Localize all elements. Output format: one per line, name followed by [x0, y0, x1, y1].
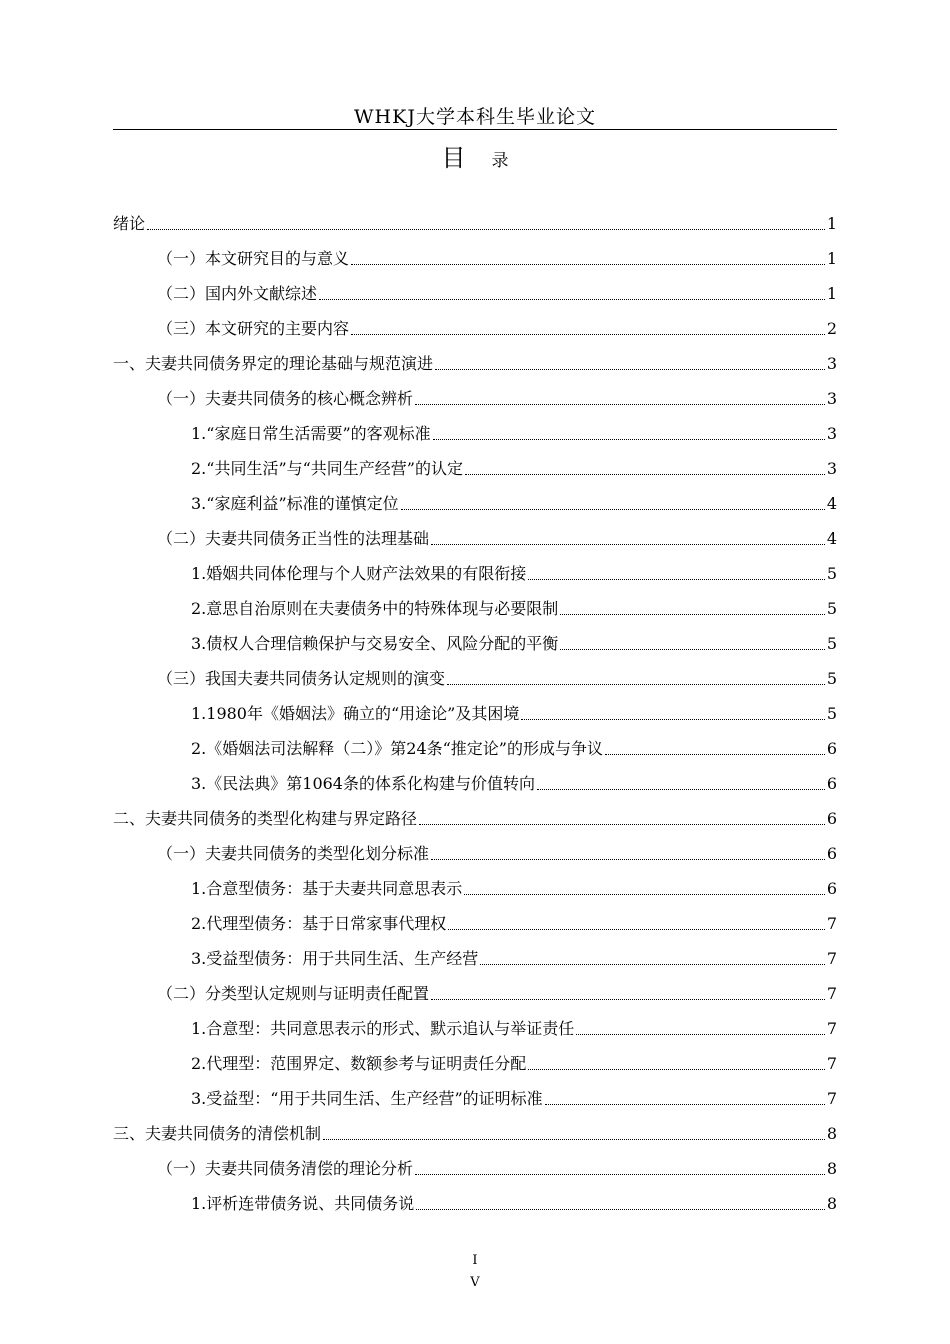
toc-dot-leader: [576, 1034, 825, 1035]
toc-entry-label: 1.合意型债务：基于夫妻共同意思表示: [191, 879, 463, 898]
toc-dot-leader: [465, 474, 825, 475]
toc-entry-page: 2: [826, 319, 837, 338]
toc-entry-label: （三）本文研究的主要内容: [157, 319, 350, 338]
toc-entry-page: 7: [826, 1019, 837, 1038]
toc-dot-leader: [351, 334, 825, 335]
toc-entry-label: 1.1980年《婚姻法》确立的“用途论”及其困境: [191, 704, 520, 723]
toc-dot-leader: [545, 1104, 825, 1105]
toc-entry[interactable]: [113, 589, 837, 624]
toc-entry-page: 3: [826, 424, 837, 443]
toc-entry[interactable]: [113, 1184, 837, 1219]
toc-entry-label: （二）分类型认定规则与证明责任配置: [157, 984, 430, 1003]
header-rule: [113, 129, 837, 130]
toc-entry[interactable]: [113, 484, 837, 519]
toc-entry-label: （一）夫妻共同债务的类型化划分标准: [157, 844, 430, 863]
toc-entry-page: 5: [826, 704, 837, 723]
toc-entry[interactable]: [113, 834, 837, 869]
toc-entry[interactable]: [113, 694, 837, 729]
toc-entry-page: 3: [826, 354, 837, 373]
toc-entry-page: 7: [826, 984, 837, 1003]
toc-entry-page: 3: [826, 389, 837, 408]
toc-entry-page: 6: [826, 739, 837, 758]
toc-entry-label: （二）夫妻共同债务正当性的法理基础: [157, 529, 430, 548]
toc-entry-page: 8: [826, 1159, 837, 1178]
toc-title-sub: 录: [491, 151, 509, 171]
toc-entry-page: 7: [826, 914, 837, 933]
toc-entry[interactable]: [113, 309, 837, 344]
toc-entry[interactable]: [113, 274, 837, 309]
toc-entry[interactable]: [113, 204, 837, 239]
toc-entry[interactable]: [113, 624, 837, 659]
toc-entry-label: 1.“家庭日常生活需要”的客观标准: [191, 424, 431, 443]
toc-dot-leader: [528, 1069, 825, 1070]
table-of-contents: [113, 204, 837, 1219]
toc-entry-page: 7: [826, 949, 837, 968]
toc-entry-label: 3.《民法典》第1064条的体系化构建与价值转向: [191, 774, 535, 793]
toc-title: [0, 142, 950, 177]
toc-entry[interactable]: [113, 799, 837, 834]
toc-entry-page: 5: [826, 564, 837, 583]
toc-entry-page: 5: [826, 669, 837, 688]
toc-entry[interactable]: [113, 1044, 837, 1079]
toc-entry[interactable]: [113, 939, 837, 974]
toc-dot-leader: [431, 999, 825, 1000]
toc-dot-leader: [415, 404, 825, 405]
toc-entry-page: 7: [826, 1054, 837, 1073]
toc-entry-label: 三、夫妻共同债务的清偿机制: [113, 1124, 322, 1143]
toc-entry-label: 1.合意型：共同意思表示的形式、默示追认与举证责任: [191, 1019, 575, 1038]
toc-entry-label: 3.受益型：“用于共同生活、生产经营”的证明标准: [191, 1089, 543, 1108]
toc-entry[interactable]: [113, 1114, 837, 1149]
toc-entry[interactable]: [113, 239, 837, 274]
toc-entry-page: 6: [826, 809, 837, 828]
toc-entry-page: 6: [826, 844, 837, 863]
toc-entry-page: 4: [826, 494, 837, 513]
toc-title-main: 目: [441, 144, 466, 172]
toc-dot-leader: [560, 614, 825, 615]
toc-dot-leader: [433, 439, 825, 440]
toc-entry[interactable]: [113, 554, 837, 589]
toc-entry[interactable]: [113, 659, 837, 694]
toc-dot-leader: [605, 754, 825, 755]
toc-dot-leader: [416, 1209, 825, 1210]
toc-entry-label: 一、夫妻共同债务界定的理论基础与规范演进: [113, 354, 434, 373]
toc-entry[interactable]: [113, 1009, 837, 1044]
toc-entry-page: 1: [826, 284, 837, 303]
toc-entry-label: （一）夫妻共同债务清偿的理论分析: [157, 1159, 414, 1178]
toc-dot-leader: [401, 509, 825, 510]
toc-entry-page: 6: [826, 774, 837, 793]
toc-entry-label: 3.“家庭利益”标准的谨慎定位: [191, 494, 399, 513]
toc-entry-label: 1.评析连带债务说、共同债务说: [191, 1194, 415, 1213]
toc-entry[interactable]: [113, 344, 837, 379]
toc-entry-label: 2.代理型：范围界定、数额参考与证明责任分配: [191, 1054, 527, 1073]
toc-entry[interactable]: [113, 904, 837, 939]
toc-entry[interactable]: [113, 1079, 837, 1114]
toc-entry-label: （一）夫妻共同债务的核心概念辨析: [157, 389, 414, 408]
toc-dot-leader: [528, 579, 825, 580]
toc-entry-label: （一）本文研究目的与意义: [157, 249, 350, 268]
toc-entry-label: （二）国内外文献综述: [157, 284, 318, 303]
toc-dot-leader: [147, 229, 825, 230]
toc-entry-page: 4: [826, 529, 837, 548]
toc-entry-page: 7: [826, 1089, 837, 1108]
toc-dot-leader: [448, 929, 825, 930]
toc-dot-leader: [419, 824, 825, 825]
running-header: WHKJ大学本科生毕业论文: [354, 106, 596, 128]
toc-dot-leader: [447, 684, 825, 685]
toc-entry-page: 3: [826, 459, 837, 478]
toc-entry[interactable]: [113, 379, 837, 414]
toc-dot-leader: [431, 544, 825, 545]
toc-dot-leader: [464, 894, 825, 895]
toc-entry[interactable]: [113, 414, 837, 449]
toc-entry[interactable]: [113, 869, 837, 904]
page-number: I: [472, 1253, 478, 1268]
page-number-secondary: V: [470, 1275, 480, 1290]
toc-entry-page: 8: [826, 1124, 837, 1143]
toc-dot-leader: [351, 264, 825, 265]
toc-entry[interactable]: [113, 519, 837, 554]
toc-entry-label: 绪论: [113, 214, 146, 233]
toc-entry-page: 1: [826, 249, 837, 268]
toc-entry-label: 3.债权人合理信赖保护与交易安全、风险分配的平衡: [191, 634, 559, 653]
toc-entry-label: 3.受益型债务：用于共同生活、生产经营: [191, 949, 479, 968]
toc-dot-leader: [319, 299, 825, 300]
toc-entry-label: 2.意思自治原则在夫妻债务中的特殊体现与必要限制: [191, 599, 559, 618]
toc-entry[interactable]: [113, 729, 837, 764]
toc-entry[interactable]: [113, 764, 837, 799]
toc-dot-leader: [521, 719, 824, 720]
toc-entry-label: 2.《婚姻法司法解释（二）》第24条“推定论”的形成与争议: [191, 739, 603, 758]
toc-entry-page: 5: [826, 634, 837, 653]
toc-dot-leader: [537, 789, 825, 790]
toc-dot-leader: [415, 1174, 825, 1175]
toc-entry[interactable]: [113, 974, 837, 1009]
toc-dot-leader: [323, 1139, 825, 1140]
toc-entry[interactable]: [113, 449, 837, 484]
toc-entry-label: 2.“共同生活”与“共同生产经营”的认定: [191, 459, 463, 478]
toc-dot-leader: [431, 859, 825, 860]
toc-entry-label: （三）我国夫妻共同债务认定规则的演变: [157, 669, 446, 688]
toc-dot-leader: [435, 369, 825, 370]
toc-entry-page: 1: [826, 214, 837, 233]
toc-entry-label: 二、夫妻共同债务的类型化构建与界定路径: [113, 809, 418, 828]
toc-dot-leader: [560, 649, 825, 650]
toc-entry-page: 8: [826, 1194, 837, 1213]
toc-entry[interactable]: [113, 1149, 837, 1184]
toc-entry-page: 5: [826, 599, 837, 618]
toc-dot-leader: [480, 964, 825, 965]
toc-entry-label: 1.婚姻共同体伦理与个人财产法效果的有限衔接: [191, 564, 527, 583]
toc-entry-page: 6: [826, 879, 837, 898]
toc-entry-label: 2.代理型债务：基于日常家事代理权: [191, 914, 447, 933]
